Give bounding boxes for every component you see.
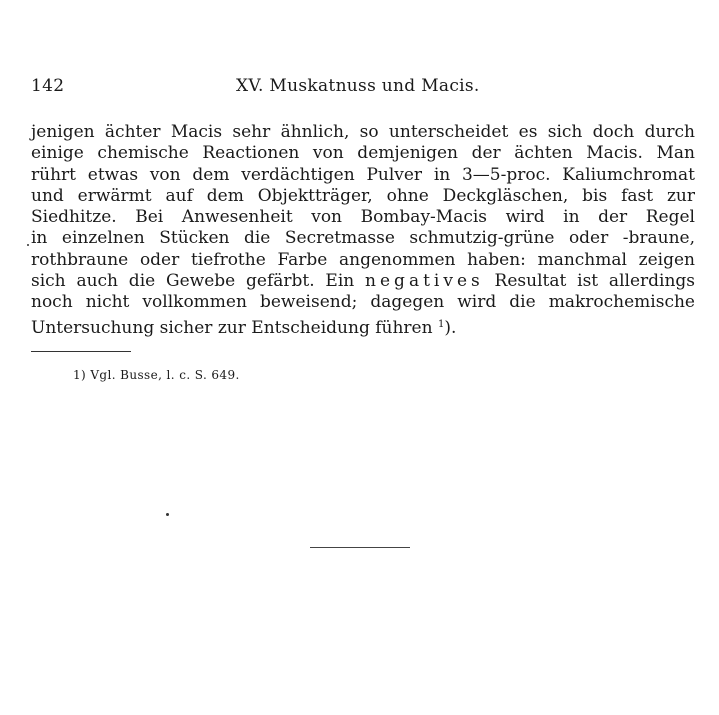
body-paragraph xyxy=(31,122,696,338)
text-segment: sich auch die Gewebe gefärbt. Ein xyxy=(31,271,366,292)
emphasized-word: negatives xyxy=(365,271,484,292)
running-title: XV. Muskatnuss und Macis. xyxy=(236,76,480,96)
text-segment: Untersuchung sicher zur Entscheidung führen xyxy=(31,317,438,338)
text-line xyxy=(31,314,695,338)
text-line: rührt etwas von dem verdächtigen Pulver in 3—5-proc. Kaliumchromat xyxy=(31,164,695,185)
print-speck xyxy=(27,244,29,246)
page-number: 142 xyxy=(31,76,65,96)
text-line: einige chemische Reactionen von demjenigen der ächten Macis. Man xyxy=(31,143,695,164)
print-speck xyxy=(166,513,169,516)
text-segment: Resultat ist allerdings xyxy=(483,271,696,292)
text-segment: ). xyxy=(444,317,457,338)
footnote: 1) Vgl. Busse, l. c. S. 649. xyxy=(73,368,240,382)
text-line: Siedhitze. Bei Anwesenheit von Bombay-Macis wird in der Regel xyxy=(31,207,695,228)
text-line xyxy=(31,271,695,292)
footnote-divider xyxy=(31,351,131,352)
text-line: noch nicht vollkommen beweisend; dagegen wird die makrochemische xyxy=(31,292,695,313)
text-line: jenigen ächter Macis sehr ähnlich, so unterscheidet es sich doch durch xyxy=(31,122,695,142)
text-line: in einzelnen Stücken die Secretmasse schmutzig-grüne oder -braune, xyxy=(31,228,695,249)
footnote-reference: 1 xyxy=(437,318,445,330)
text-line: und erwärmt auf dem Objektträger, ohne Deckgläschen, bis fast zur xyxy=(31,185,695,206)
text-line: rothbraune oder tiefrothe Farbe angenommen haben: manchmal zeigen xyxy=(31,249,695,270)
section-end-rule xyxy=(310,547,410,548)
